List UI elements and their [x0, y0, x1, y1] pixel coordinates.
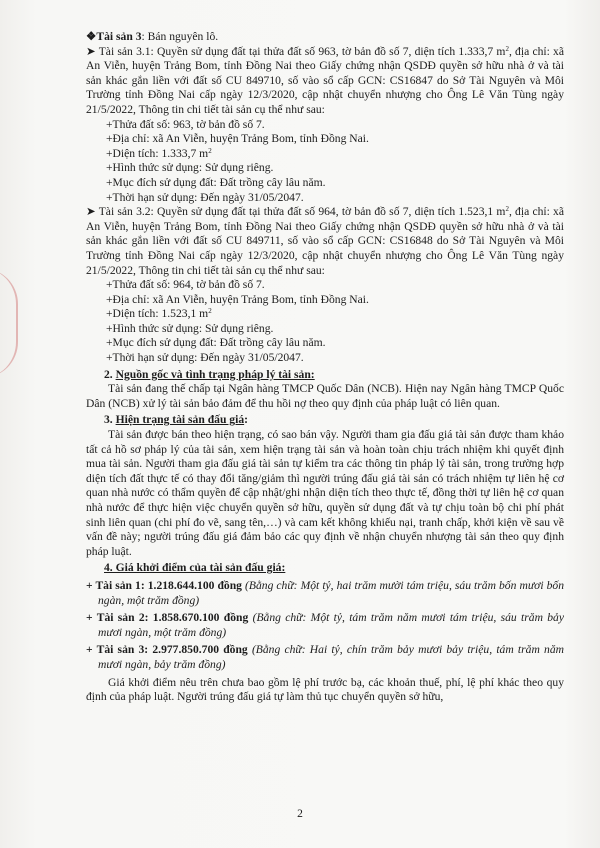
section2-body: Tài sản đang thế chấp tại Ngân hàng TMCP Quốc Dân (NCB). Hiện nay Ngân hàng TMCP Quốc Dân (NCB) xử lý tài sản bảo đảm để thu hồi nợ theo quy định của pháp luật có liên quan.: [86, 382, 564, 410]
section2-number: 2.: [104, 367, 116, 381]
section3-number: 3.: [104, 413, 116, 427]
asset31-intro-text-b: , địa chỉ: xã An Viễn, huyện Trảng Bom, tỉnh Đồng Nai theo Giấy chứng nhận QSDĐ quyền sở hữu nhà ở và tài sản khác gắn liền với đất số CU 849710, số vào sổ cấp GCN: CS16847 do Sở Tài Nguyên và Môi Trường tỉnh Đồng Nai cấp ngày 12/3/2020, cập nhật chuyển nhượng cho Ông Lê Văn Tùng ngày 21/5/2022, Thông tin chi tiết tài sản cụ thể như sau:: [86, 44, 564, 116]
asset3-title: ❖Tài sản 3: [86, 30, 142, 43]
asset32-intro-text: ➤ Tài sản 3.2: Quyền sử dụng đất tại thửa đất số 964, tờ bản đồ số 7, diện tích 1.523,1 m: [86, 205, 506, 219]
price-asset1-words: (Bằng chữ: Một tỷ, hai trăm mười tám triệu, sáu trăm bốn mươi bốn ngàn, một trăm đồng): [98, 578, 564, 607]
page-number: 2: [297, 808, 303, 820]
asset31-area: [86, 147, 564, 162]
price-asset3-label: + Tài sản 3: 2.977.850.700 đồng: [86, 643, 248, 657]
price-asset1-label: + Tài sản 1: 1.218.644.100 đồng: [86, 578, 242, 592]
section2-title: Nguồn gốc và tình trạng pháp lý tài sản:: [115, 367, 315, 381]
price-asset3: [86, 643, 564, 672]
price-asset2: [86, 611, 564, 640]
section3-title: Hiện trạng tài sản đấu giá: [115, 413, 245, 427]
asset32-area-text: +Diện tích: 1.523,1 m: [106, 307, 209, 321]
asset31-area-text: +Diện tích: 1.333,7 m: [106, 146, 209, 160]
asset32-address: +Địa chỉ: xã An Viễn, huyện Trảng Bom, tỉnh Đồng Nai.: [106, 292, 369, 306]
section3-colon: :: [244, 413, 248, 427]
section2-heading: [86, 368, 564, 383]
price-asset2-label: + Tài sản 2: 1.858.670.100 đồng: [86, 611, 249, 625]
price-asset1: [86, 579, 564, 608]
asset32-area: [86, 307, 564, 322]
asset31-parcel: +Thửa đất số: 963, tờ bản đồ số 7.: [106, 117, 265, 131]
asset32-purpose: +Mục đích sử dụng đất: Đất trồng cây lâu năm.: [106, 336, 326, 350]
asset31-purpose: +Mục đích sử dụng đất: Đất trồng cây lâu năm.: [106, 175, 326, 189]
asset32-parcel: +Thửa đất số: 964, tờ bản đồ số 7.: [106, 278, 265, 292]
page-content: [86, 30, 564, 705]
asset32-area-sup: 2: [208, 307, 212, 316]
asset32-usage-form: +Hình thức sử dụng: Sử dụng riêng.: [106, 321, 274, 335]
asset31-intro-text: ➤ Tài sản 3.1: Quyền sử dụng đất tại thửa đất số 963, tờ bản đồ số 7, diện tích 1.333,7 m: [86, 44, 506, 58]
asset31-usage-form: +Hình thức sử dụng: Sử dụng riêng.: [106, 161, 274, 175]
section3-body: Tài sản được bán theo hiện trạng, có sao bán vậy. Người tham gia đấu giá tài sản được tham khảo tất cả hồ sơ pháp lý của tài sản, xem hiện trạng tài sản và hoàn toàn chịu trách nhiệm khi quyết định mua tài sản. Người tham gia đấu giá tài sản tự kiểm tra các thông tin pháp lý tài sản, trong trường hợp diện tích đất thực tế có thay đổi tăng/giảm thì người trúng đấu giá tài sản có trách nhiệm tự liên hệ cơ quan nhà nước có thẩm quyền để cập nhật/ghi nhận diện tích theo thực tế, đồng thời tự liên hệ cơ quan nhà nước để thực hiện việc chuyển quyền sở hữu, quyền sử dụng đất và tự chịu toàn bộ chi phí phát sinh liên quan (chi phí đo vẽ, sang tên,…) và cam kết không khiếu nại, tranh chấp, khởi kiện về sau về vấn đề này; người trúng đấu giá đảm bảo các quy định về nhận chuyển nhượng tài sản theo quy định pháp luật.: [86, 428, 564, 558]
section4-heading: [86, 561, 564, 576]
asset3-heading: [86, 30, 564, 45]
asset32-intro-text-b: , địa chỉ: xã An Viễn, huyện Trảng Bom, tỉnh Đồng Nai theo Giấy chứng nhận QSDĐ quyền sở hữu nhà ở và tài sản khác gắn liền với đất số CU 849711, số vào sổ cấp GCN: CS16848 do Sở Tài Nguyên và Môi Trường tỉnh Đồng Nai cấp ngày 12/3/2020, cập nhật chuyển nhượng cho Ông Lê Văn Tùng ngày 21/5/2022, Thông tin chi tiết tài sản cụ thể như sau:: [86, 205, 564, 277]
asset31-term: +Thời hạn sử dụng: Đến ngày 31/05/2047.: [106, 190, 304, 204]
asset32-intro-sup: 2: [505, 205, 509, 214]
asset31-address: +Địa chỉ: xã An Viễn, huyện Trảng Bom, tỉnh Đồng Nai.: [106, 132, 369, 146]
asset31-intro-sup: 2: [505, 44, 509, 53]
price-asset3-words: (Bằng chữ: Hai tỷ, chín trăm bảy mươi bảy triệu, tám trăm năm mươi ngàn, bảy trăm đồng): [98, 643, 564, 671]
asset31-intro: [86, 45, 564, 118]
section4-closing: Giá khởi điểm nêu trên chưa bao gồm lệ phí trước bạ, các khoản thuế, phí, lệ phí khác theo quy định của pháp luật. Người trúng đấu giá tự làm thủ tục chuyển quyền sở hữu,: [86, 675, 564, 704]
asset32-intro: [86, 205, 564, 278]
asset3-title-rest: : Bán nguyên lô.: [141, 30, 219, 43]
asset31-area-sup: 2: [208, 146, 212, 155]
section4-title: 4. Giá khởi điểm của tài sản đấu giá:: [104, 561, 286, 575]
price-asset2-words: (Bằng chữ: Một tỷ, tám trăm năm mươi tám triệu, sáu trăm bảy mươi ngàn, một trăm đồng): [98, 611, 564, 639]
red-stamp-fragment: [0, 268, 18, 378]
section3-heading: [86, 413, 564, 428]
asset32-term: +Thời hạn sử dụng: Đến ngày 31/05/2047.: [106, 351, 304, 365]
